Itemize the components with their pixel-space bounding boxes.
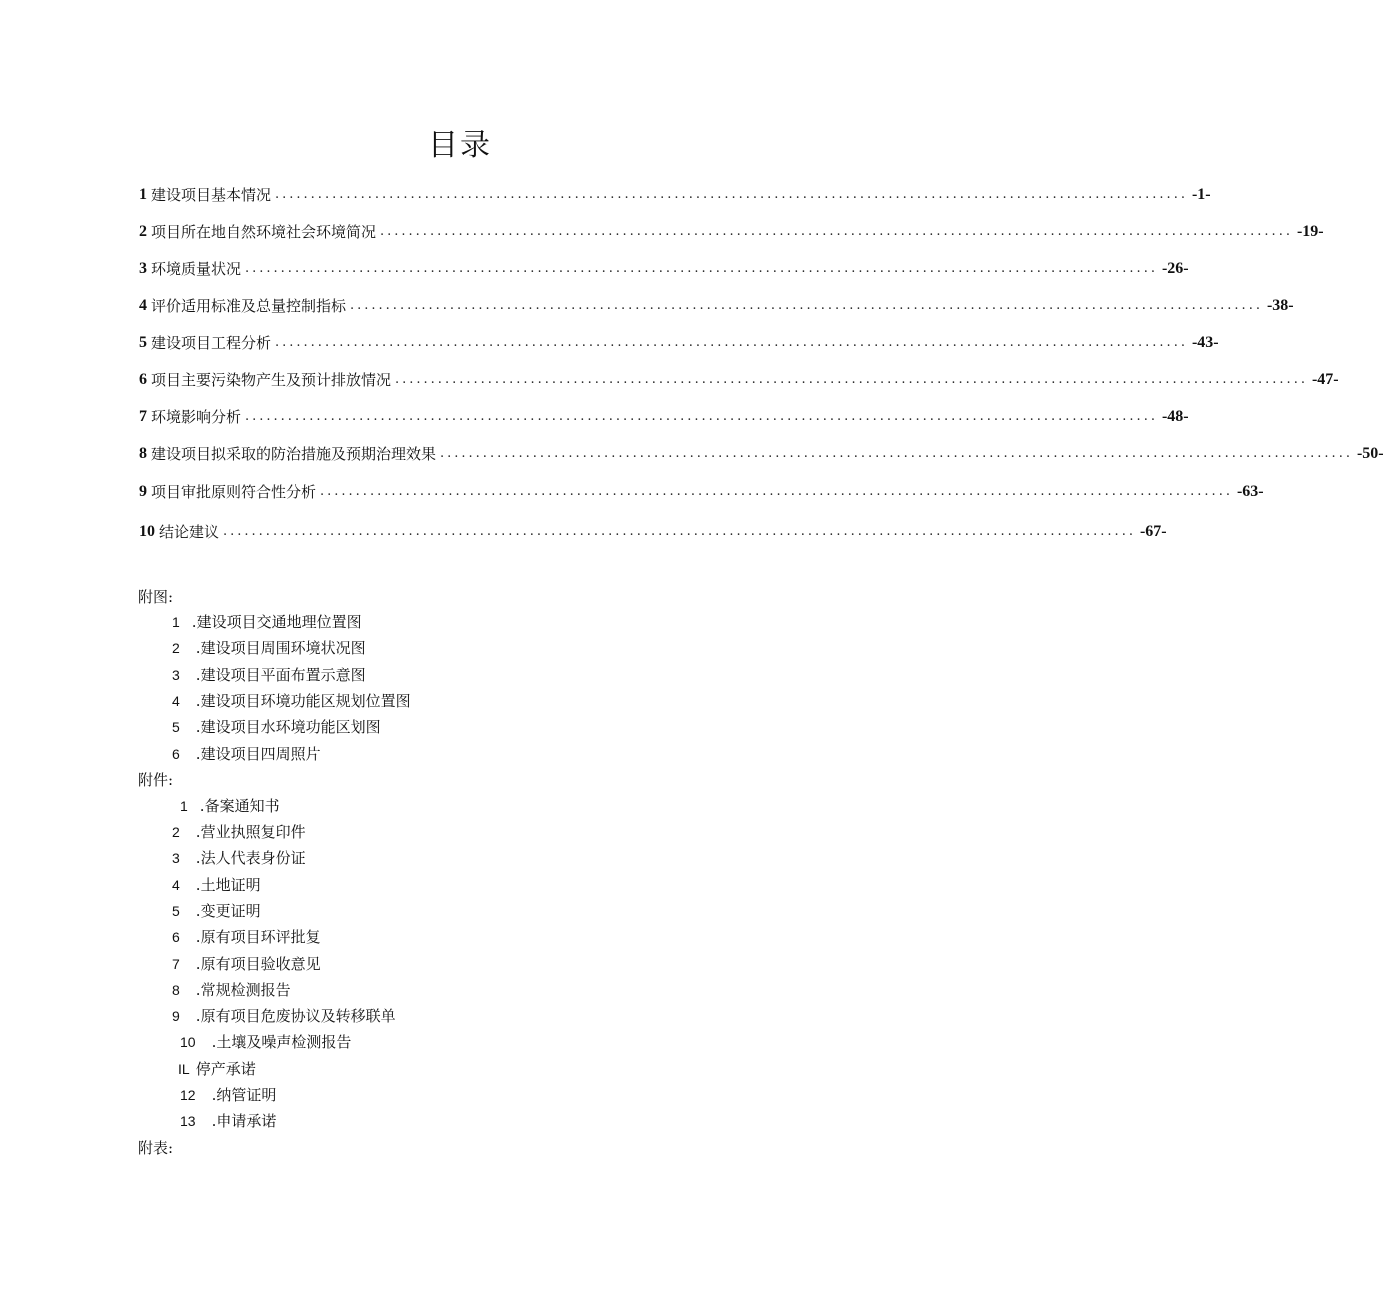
- toc-title: 项目主要污染物产生及预计排放情况: [151, 371, 392, 389]
- toc-leader: ................................................................................................................................: [223, 524, 1136, 539]
- toc-entry[interactable]: [139, 406, 1189, 428]
- figures-label: 附图:: [138, 588, 174, 606]
- toc-page-number: -1-: [1191, 186, 1211, 203]
- figure-item: [172, 664, 366, 686]
- toc-entry[interactable]: [139, 443, 1384, 465]
- toc-page-number: -47-: [1311, 371, 1339, 388]
- attachment-item: [180, 1084, 276, 1106]
- toc-number: 8: [139, 445, 147, 462]
- item-number: 5: [172, 719, 180, 735]
- attachment-item: [172, 1005, 396, 1027]
- toc-leader: ................................................................................................................................: [245, 409, 1158, 424]
- item-number: 6: [172, 746, 180, 762]
- item-number: 1: [180, 798, 188, 814]
- toc-title: 环境影响分析: [151, 408, 242, 426]
- attachment-item: [180, 1110, 276, 1132]
- item-label: .申请承诺: [211, 1112, 277, 1130]
- attachment-item: [172, 926, 321, 948]
- toc-title: 结论建议: [159, 523, 220, 541]
- item-label: .原有项目验收意见: [195, 955, 321, 973]
- attachment-item: [180, 795, 280, 817]
- toc-page-number: -19-: [1296, 223, 1324, 240]
- attachment-item: [172, 900, 261, 922]
- item-number: 7: [172, 956, 180, 972]
- item-label: .建设项目四周照片: [195, 745, 321, 763]
- toc-entry[interactable]: [139, 295, 1294, 317]
- item-label: .建设项目水环境功能区划图: [195, 718, 381, 736]
- item-number: 8: [172, 982, 180, 998]
- item-number: 9: [172, 1008, 180, 1024]
- item-label: .建设项目平面布置示意图: [195, 666, 366, 684]
- toc-title: 项目审批原则符合性分析: [151, 483, 317, 501]
- attachment-item: [172, 953, 321, 975]
- toc-leader: ................................................................................................................................: [395, 372, 1308, 387]
- item-label: .营业执照复印件: [195, 823, 306, 841]
- toc-entry[interactable]: [139, 258, 1189, 280]
- toc-leader: ................................................................................................................................: [275, 335, 1188, 350]
- item-label: 停产承诺: [195, 1060, 256, 1078]
- item-number: 13: [180, 1113, 196, 1129]
- toc-page-number: -50-: [1356, 445, 1384, 462]
- item-label: .备案通知书: [199, 797, 280, 815]
- toc-leader: ................................................................................................................................: [275, 187, 1188, 202]
- item-number: 10: [180, 1034, 196, 1050]
- item-label: .建设项目环境功能区规划位置图: [195, 692, 411, 710]
- toc-entry[interactable]: [139, 184, 1211, 206]
- toc-page-number: -26-: [1161, 260, 1189, 277]
- item-label: .法人代表身份证: [195, 849, 306, 867]
- item-label: .建设项目交通地理位置图: [191, 613, 362, 631]
- toc-number: 7: [139, 408, 147, 425]
- toc-page-number: -38-: [1266, 297, 1294, 314]
- toc-title: 项目所在地自然环境社会环境简况: [151, 223, 377, 241]
- item-number: 4: [172, 693, 180, 709]
- toc-number: 10: [139, 523, 155, 540]
- toc-entry[interactable]: [139, 221, 1324, 243]
- toc-number: 9: [139, 483, 147, 500]
- toc-entry[interactable]: [139, 481, 1264, 503]
- item-label: .建设项目周围环境状况图: [195, 639, 366, 657]
- figure-item: [172, 611, 362, 633]
- toc-entry[interactable]: [139, 332, 1219, 354]
- toc-number: 2: [139, 223, 147, 240]
- attachment-item: [180, 1031, 351, 1053]
- attachment-item: [172, 847, 306, 869]
- page-title: 目录: [428, 128, 492, 163]
- item-number: 4: [172, 877, 180, 893]
- toc-title: 评价适用标准及总量控制指标: [151, 297, 347, 315]
- attachment-item: [172, 821, 306, 843]
- figure-item: [172, 716, 381, 738]
- toc-leader: ................................................................................................................................: [380, 224, 1293, 239]
- figure-item: [172, 637, 366, 659]
- toc-number: 4: [139, 297, 147, 314]
- attachment-item: [172, 874, 261, 896]
- item-number: 3: [172, 667, 180, 683]
- item-number: 12: [180, 1087, 196, 1103]
- figure-item: [172, 690, 411, 712]
- attachment-item: [178, 1058, 256, 1080]
- toc-leader: ................................................................................................................................: [245, 261, 1158, 276]
- attachments-label: 附件:: [138, 771, 174, 789]
- attachment-item: [172, 979, 291, 1001]
- item-number: 1: [172, 614, 180, 630]
- item-number: 2: [172, 640, 180, 656]
- toc-title: 建设项目基本情况: [151, 186, 272, 204]
- item-number: 6: [172, 929, 180, 945]
- toc-page-number: -67-: [1139, 523, 1167, 540]
- tables-label: 附表:: [138, 1139, 174, 1157]
- toc-leader: ................................................................................................................................: [440, 446, 1353, 461]
- toc-leader: ................................................................................................................................: [320, 484, 1233, 499]
- item-number: 3: [172, 850, 180, 866]
- toc-page-number: -63-: [1236, 483, 1264, 500]
- toc-entry[interactable]: [139, 369, 1339, 391]
- item-label: .常规检测报告: [195, 981, 291, 999]
- item-label: .土壤及噪声检测报告: [211, 1033, 352, 1051]
- toc-number: 1: [139, 186, 147, 203]
- item-label: .土地证明: [195, 876, 261, 894]
- item-label: .原有项目危废协议及转移联单: [195, 1007, 396, 1025]
- figure-item: [172, 743, 321, 765]
- item-label: .原有项目环评批复: [195, 928, 321, 946]
- item-number: 5: [172, 903, 180, 919]
- toc-number: 5: [139, 334, 147, 351]
- toc-page-number: -43-: [1191, 334, 1219, 351]
- toc-entry[interactable]: [139, 521, 1167, 543]
- toc-number: 3: [139, 260, 147, 277]
- item-number: IL: [178, 1061, 190, 1077]
- item-label: .变更证明: [195, 902, 261, 920]
- toc-title: 建设项目工程分析: [151, 334, 272, 352]
- toc-page-number: -48-: [1161, 408, 1189, 425]
- toc-number: 6: [139, 371, 147, 388]
- toc-leader: ................................................................................................................................: [350, 298, 1263, 313]
- item-number: 2: [172, 824, 180, 840]
- toc-title: 建设项目拟采取的防治措施及预期治理效果: [151, 445, 437, 463]
- item-label: .纳管证明: [211, 1086, 277, 1104]
- toc-title: 环境质量状况: [151, 260, 242, 278]
